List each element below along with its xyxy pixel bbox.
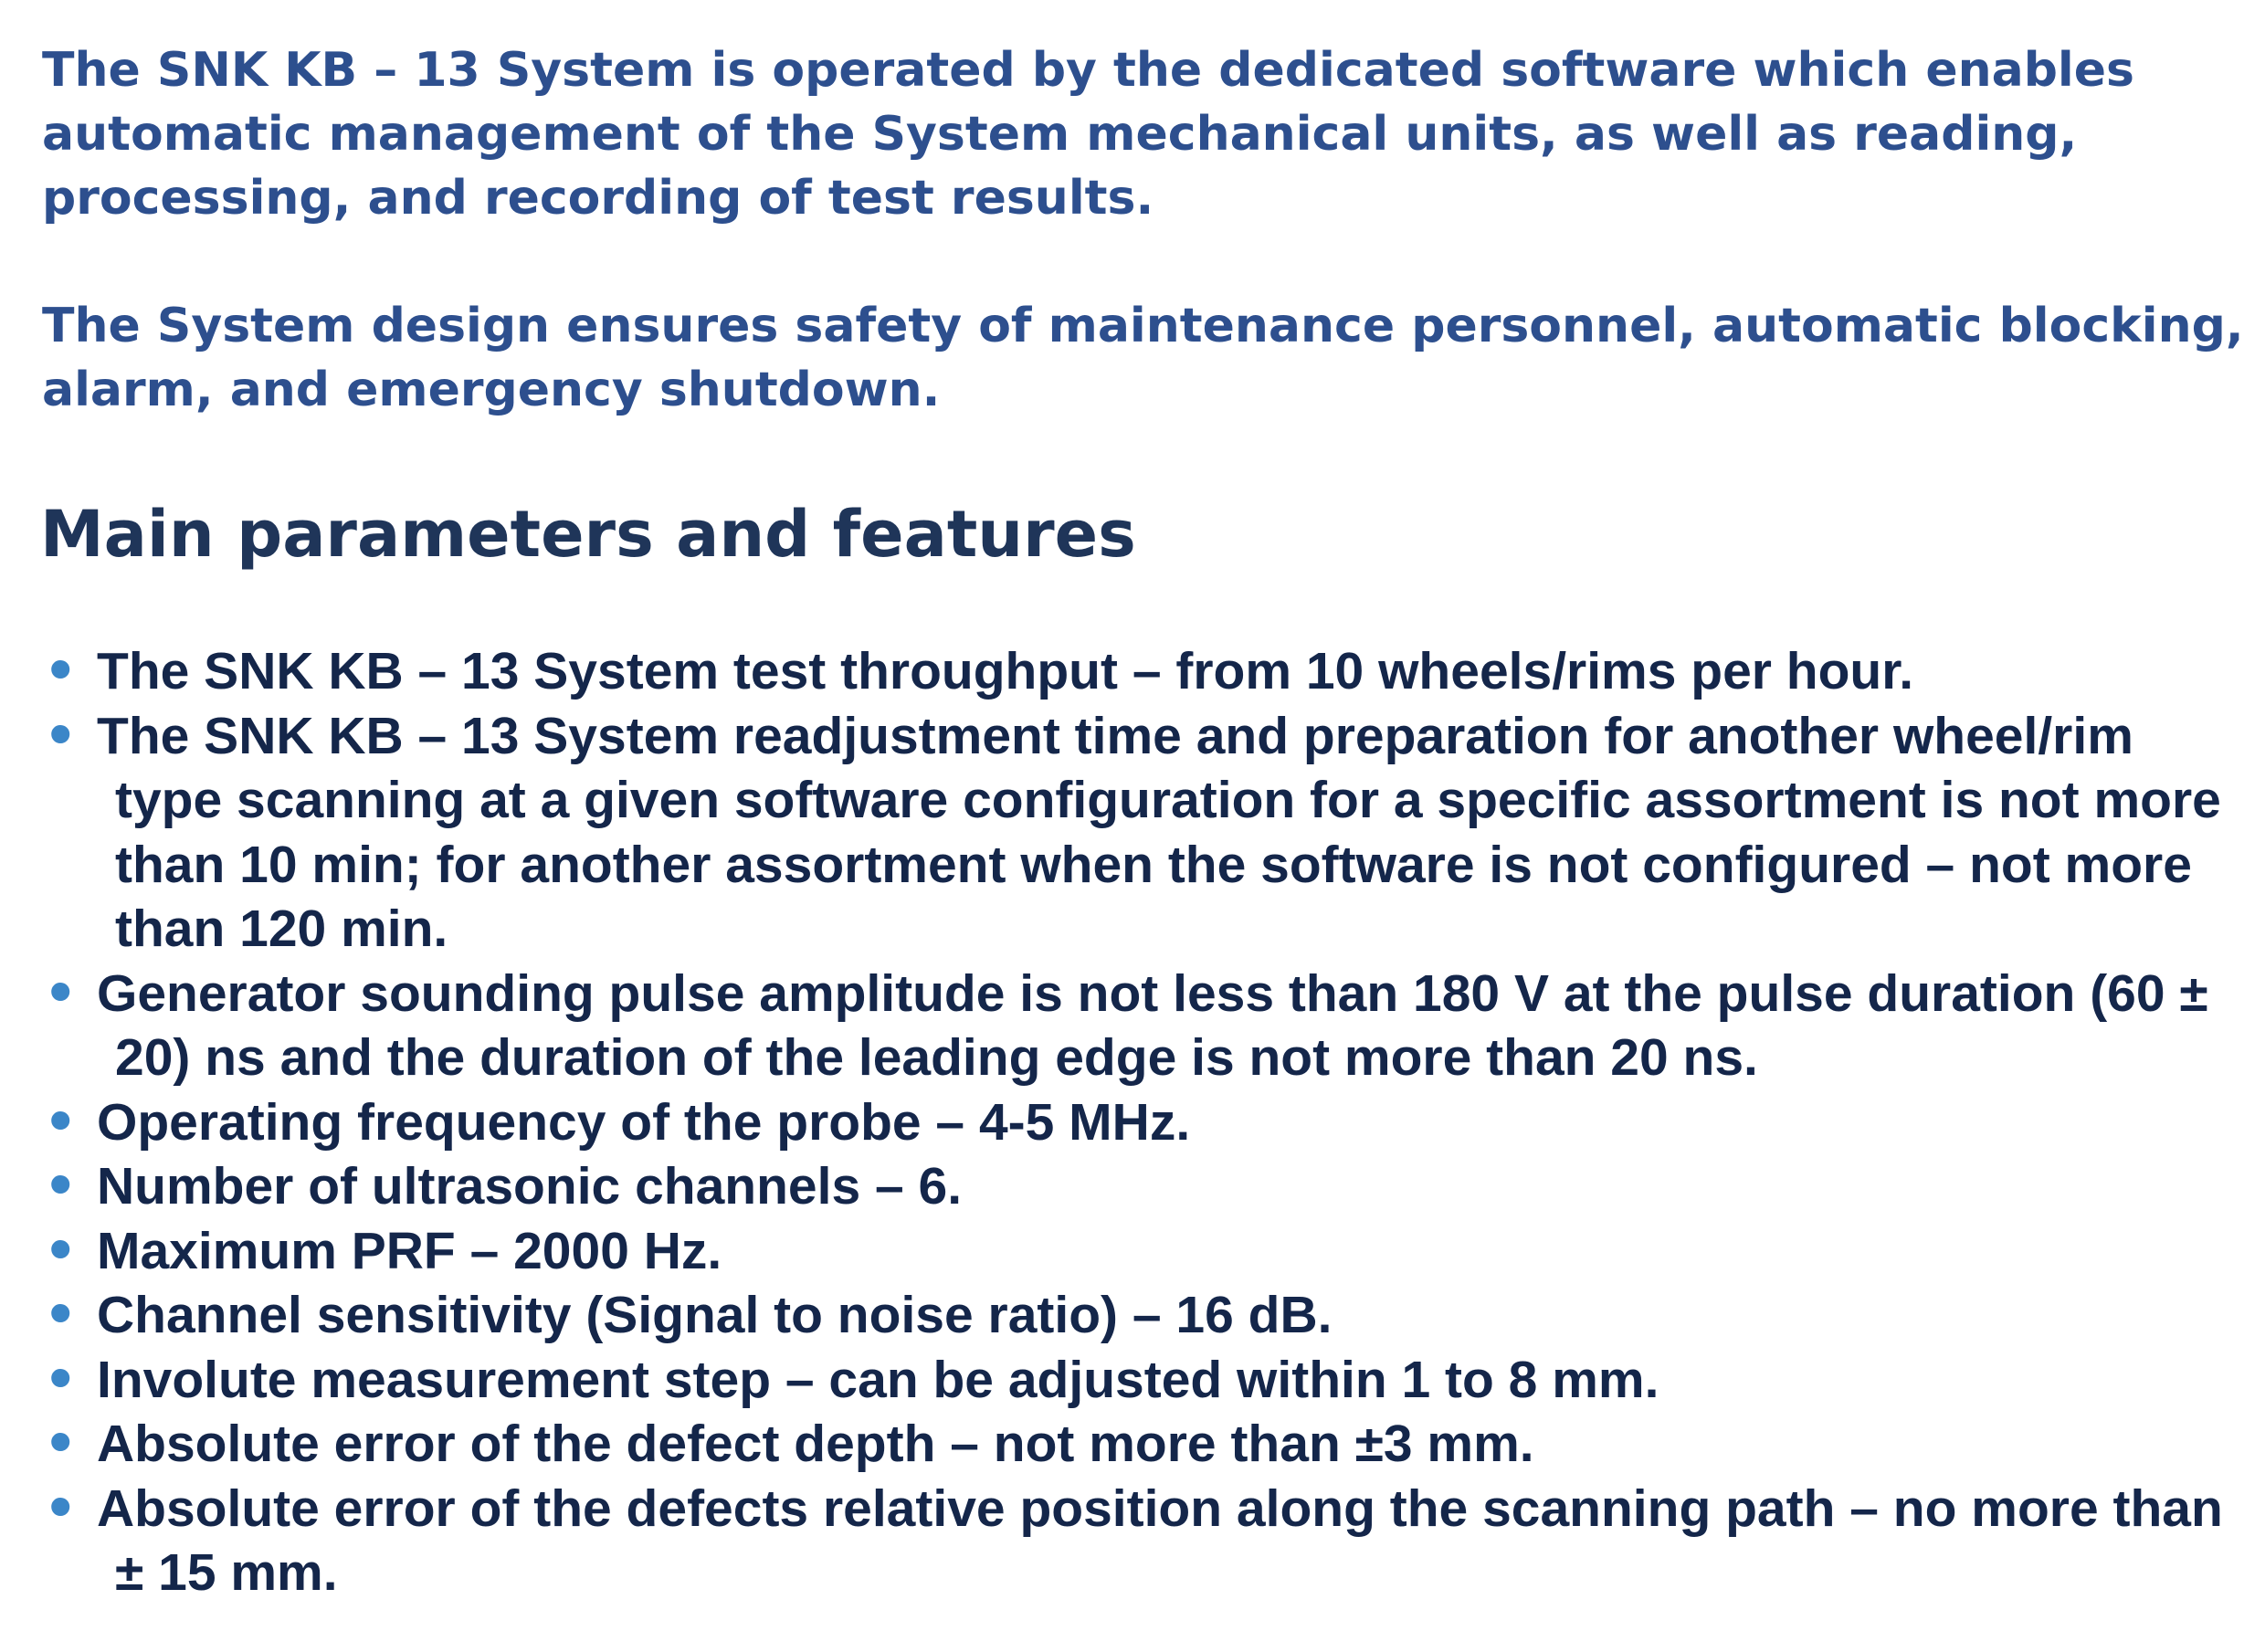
bullet-icon: •	[44, 1220, 78, 1281]
section-heading: Main parameters and features	[40, 497, 1136, 572]
feature-text: The SNK KB – 13 System test throughput – from 10 wheels/rims per hour.	[97, 642, 1914, 700]
feature-text: Operating frequency of the probe – 4-5 MHz.	[97, 1092, 1191, 1152]
bullet-icon: •	[44, 1285, 78, 1345]
list-item	[40, 1154, 2250, 1219]
list-item	[40, 704, 2250, 962]
bullet-icon: •	[44, 1349, 78, 1410]
feature-text: Number of ultrasonic channels – 6.	[97, 1157, 963, 1215]
list-item	[40, 1283, 2250, 1348]
bullet-icon: •	[44, 1091, 78, 1152]
list-item	[40, 1412, 2250, 1477]
intro-paragraph-software: The SNK KB – 13 System is operated by the dedicated software which enables automatic management of the System mechanical units, as well as reading, processing, and recording of test results.	[42, 43, 2134, 226]
feature-text: Generator sounding pulse amplitude is not less than 180 V at the pulse duration (60 ± 20) ns and the duration of the leading edge is not more than 20 ns.	[97, 963, 2208, 1087]
list-item	[40, 1348, 2250, 1413]
list-item	[40, 1219, 2250, 1284]
intro-section	[42, 38, 2252, 486]
list-item	[40, 1477, 2250, 1605]
bullet-icon: •	[44, 705, 78, 766]
bullet-icon: •	[44, 1478, 78, 1539]
feature-text: Absolute error of the defect depth – not more than ±3 mm.	[97, 1415, 1534, 1473]
list-item	[40, 639, 2250, 704]
feature-text: Involute measurement step – can be adjusted within 1 to 8 mm.	[97, 1350, 1659, 1409]
feature-text: The SNK KB – 13 System readjustment time and preparation for another wheel/rim type scanning at a given software configuration for a specific assortment is not more than 10 min; for another assortment when the software is not configured – not more than 120 min.	[97, 706, 2221, 958]
feature-text: Channel sensitivity (Signal to noise ratio) – 16 dB.	[97, 1286, 1333, 1344]
feature-text: Maximum PRF – 2000 Hz.	[97, 1221, 722, 1280]
features-list	[40, 639, 2250, 1605]
bullet-icon: •	[44, 641, 78, 701]
list-item	[40, 1090, 2250, 1155]
bullet-icon: •	[44, 1414, 78, 1474]
intro-paragraph-safety: The System design ensures safety of maintenance personnel, automatic blocking, alarm, and emergency shutdown.	[42, 299, 2244, 417]
list-item	[40, 962, 2250, 1090]
bullet-icon: •	[44, 1156, 78, 1216]
feature-text: Absolute error of the defects relative position along the scanning path – no more than ± 15 mm.	[97, 1478, 2223, 1602]
bullet-icon: •	[44, 963, 78, 1024]
